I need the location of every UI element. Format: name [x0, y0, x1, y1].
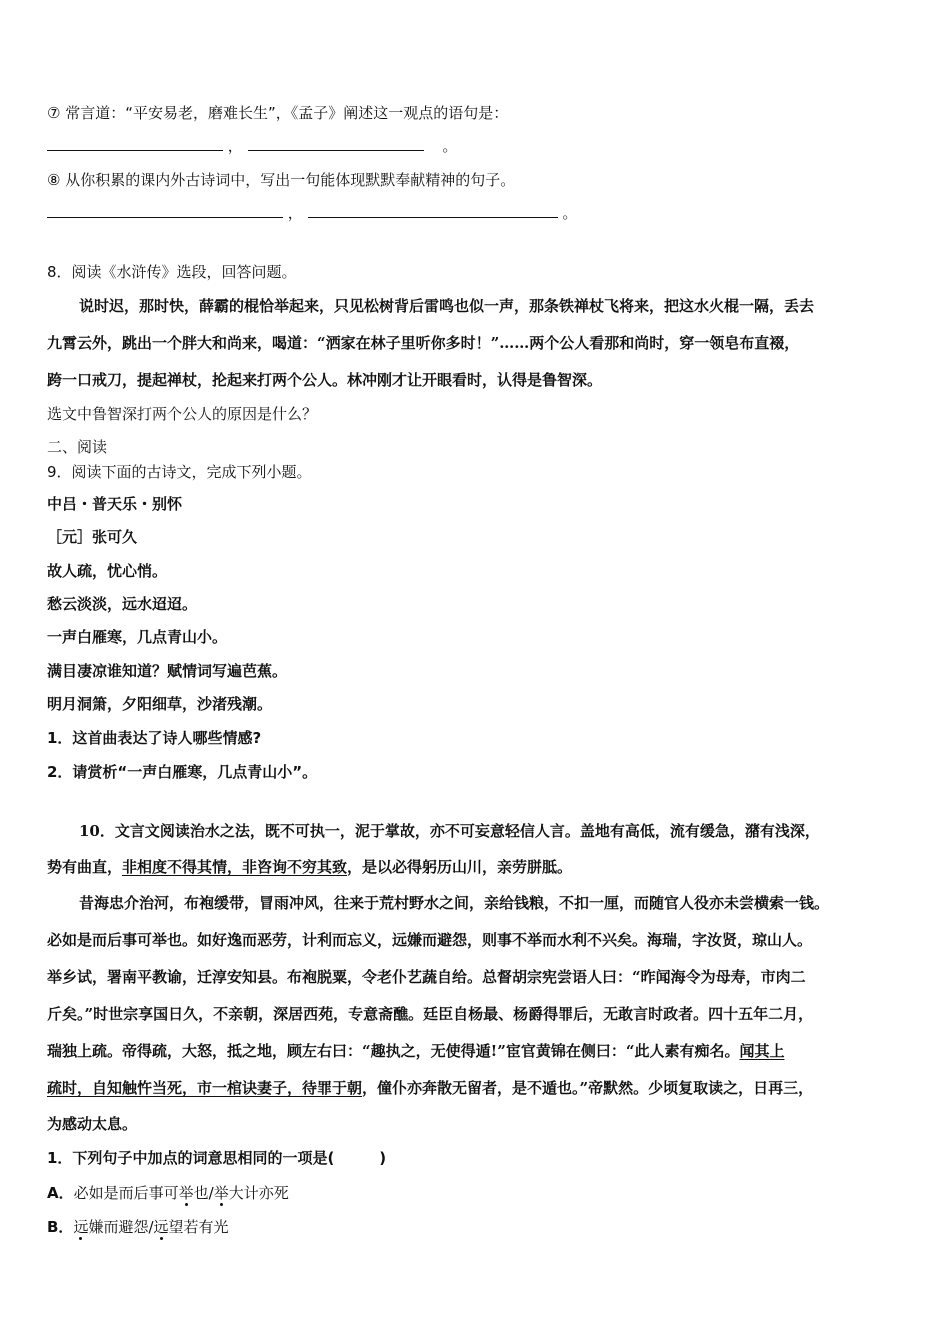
underlined-phrase: 闻其上	[739, 1042, 785, 1060]
period: 。	[562, 204, 578, 222]
q8-passage-line: 说时迟，那时快，薛霸的棍恰举起来，只见松树背后雷鸣也似一声，那条铁禅杖飞将来，把这水火棍一隔，丢去	[79, 297, 815, 315]
text-span: 也/	[193, 1184, 214, 1202]
comma: ，	[227, 137, 243, 155]
q9-subquestion-1: 1．这首曲表达了诗人哪些情感?	[47, 729, 262, 747]
text-span: ，是以必得躬历山川，亲劳胼胝。	[347, 858, 573, 876]
text-span: ，僮仆亦奔散无留者，是不遁也。”帝默然。少顷复取读之，日再三，	[362, 1079, 814, 1097]
dotted-char: 举	[213, 1184, 229, 1202]
q7-item8-text: ⑧ 从你积累的课内外古诗词中，写出一句能体现默默奉献精神的句子。	[47, 171, 516, 189]
text-span: 嫌而避怨/	[88, 1218, 154, 1236]
answer-blank[interactable]	[47, 203, 283, 218]
q10-passage-line	[47, 1041, 785, 1061]
text-span: 势有曲直，	[47, 858, 123, 876]
section-heading: 二、阅读	[47, 438, 108, 456]
poem-line: 一声白雁寒，几点青山小。	[47, 628, 228, 646]
q10-passage-line: 举乡试，署南平教谕，迁淳安知县。布袍脱粟，令老仆艺蔬自给。总督胡宗宪尝语人曰：“昨闻海令为母寿，市肉二	[47, 968, 806, 986]
q10-passage-line: 10．文言文阅读治水之法，既不可执一，泥于掌故，亦不可妄意轻信人言。盖地有高低，流有缓急，潴有浅深，	[79, 822, 820, 840]
q9-heading: 9．阅读下面的古诗文，完成下列小题。	[47, 463, 312, 481]
dotted-char: 远	[73, 1218, 89, 1236]
q7-item7-text: ⑦ 常言道：“平安易老，磨难长生”，《孟子》阐述这一观点的语句是：	[47, 104, 509, 122]
answer-blank[interactable]	[248, 136, 424, 151]
q10-passage-line: 昔海忠介治河，布袍缓带，冒雨冲风，往来于荒村野水之间，亲给钱粮，不扣一厘，而随官人役亦未尝横索一钱。	[79, 894, 830, 912]
q8-passage-line: 九霄云外，跳出一个胖大和尚来，喝道：“洒家在林子里听你多时！”……两个公人看那和尚时，穿一领皂布直裰，	[47, 334, 800, 352]
q8-question: 选文中鲁智深打两个公人的原因是什么？	[47, 405, 318, 423]
q10-passage-line	[47, 857, 572, 877]
text-span: 望若有光	[168, 1218, 229, 1236]
period: 。	[442, 137, 458, 155]
dotted-char: 举	[178, 1184, 194, 1202]
q8-passage-line: 跨一口戒刀，提起禅杖，抡起来打两个公人。林冲刚才让开眼看时，认得是鲁智深。	[47, 371, 603, 389]
poem-author: ［元］张可久	[47, 528, 138, 546]
option-b[interactable]	[47, 1217, 229, 1237]
option-label: B．	[47, 1218, 74, 1236]
poem-title: 中吕・普天乐・别怀	[47, 495, 183, 513]
q10-passage-line: 斤矣。”时世宗享国日久，不亲朝，深居西苑，专意斋醮。廷臣自杨最、杨爵得罪后，无敢言时政者。四十五年二月，	[47, 1005, 814, 1023]
text-span: 瑞独上疏。帝得疏，大怒，抵之地，顾左右曰：“趣执之，无使得遁!”宦官黄锦在侧曰：“此人素有痴名。	[47, 1042, 740, 1060]
poem-line: 满目凄凉谁知道？赋情词写遍芭蕉。	[47, 662, 288, 680]
answer-blank[interactable]	[308, 203, 558, 218]
q7-item8-answer-line	[47, 203, 577, 223]
dotted-char: 远	[153, 1218, 169, 1236]
answer-blank[interactable]	[47, 136, 223, 151]
text-span: 大计亦死	[228, 1184, 289, 1202]
poem-line: 明月洞箫，夕阳细草，沙渚残潮。	[47, 695, 273, 713]
q10-subquestion-1: 1．下列句子中加点的词意思相同的一项是( )	[47, 1149, 387, 1167]
comma: ，	[287, 204, 303, 222]
option-a[interactable]	[47, 1183, 289, 1203]
q9-subquestion-2: 2．请赏析“一声白雁寒，几点青山小”。	[47, 763, 318, 781]
poem-line: 故人疏，忧心悄。	[47, 562, 168, 580]
q10-passage-line	[47, 1078, 813, 1098]
underlined-phrase: 疏时，自知触忤当死，市一棺诀妻子，待罪于朝	[47, 1079, 363, 1097]
q8-heading: 8．阅读《水浒传》选段，回答问题。	[47, 263, 297, 281]
q10-passage-line: 为感动太息。	[47, 1115, 138, 1133]
text-span: 必如是而后事可	[73, 1184, 179, 1202]
option-label: A．	[47, 1184, 74, 1202]
poem-line: 愁云淡淡，远水迢迢。	[47, 595, 198, 613]
q10-passage-line: 必如是而后事可举也。如好逸而恶劳，计利而忘义，远嫌而避怨，则事不举而水利不兴矣。海瑞，字汝贤，琼山人。	[47, 931, 813, 949]
underlined-phrase: 非相度不得其情，非咨询不穷其致	[122, 858, 348, 876]
q7-item7-answer-line	[47, 136, 457, 156]
